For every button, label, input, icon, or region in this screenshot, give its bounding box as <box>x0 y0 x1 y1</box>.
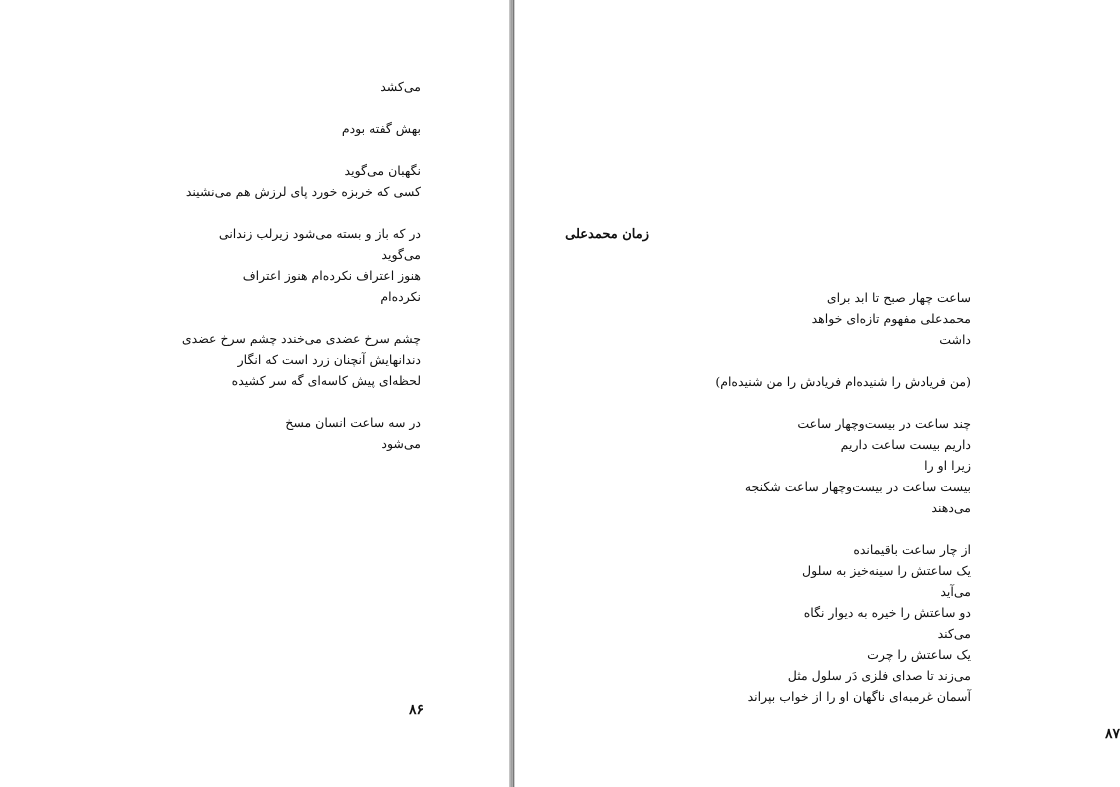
poem-line: بهش گفته بودم <box>341 121 421 136</box>
poem-line: می‌کند <box>937 626 971 641</box>
poem-line: نگهبان می‌گوید <box>344 163 421 178</box>
left-poem <box>182 76 421 475</box>
poem-line: زیرا او را <box>924 458 971 473</box>
poem-line: هنوز اعتراف نکرده‌ام هنوز اعتراف <box>242 268 421 283</box>
poem-line: نکرده‌ام <box>380 289 421 304</box>
poem-line: (من فریادش را شنیده‌ام فریادش را من شنیده‌ام) <box>715 374 971 389</box>
poem-line: می‌زند تا صدای فلزی دَر سلول مثل <box>787 668 971 683</box>
poem-line: کسی که خربزه خورد پای لرزش هم می‌نشیند <box>185 184 421 199</box>
poem-title: زمان محمدعلی <box>565 227 649 242</box>
poem-line: لحظه‌ای پیش کاسه‌ای گه سر کشیده <box>231 373 421 388</box>
poem-line: بیست ساعت در بیست‌وچهار ساعت شکنجه <box>744 479 971 494</box>
poem-line: چشم‌ سرخ عضدی می‌خندد چشم‌ سرخ عضدی <box>181 331 421 346</box>
stanza <box>715 371 971 392</box>
stanza <box>182 223 421 307</box>
poem-line: ساعت چهار صبح تا ابد برای <box>826 290 971 305</box>
poem-line: می‌آید <box>940 584 971 599</box>
page-number: ۸۷ <box>1105 726 1120 742</box>
poem-line: در که باز و بسته می‌شود زیرلب زندانی <box>218 226 421 241</box>
poem-line: می‌شود <box>381 436 421 451</box>
poem-line: دندانهایش آنچنان زرد است که انگار <box>237 352 421 367</box>
stanza <box>182 412 421 454</box>
poem-line: می‌کشد <box>380 79 421 94</box>
stanza <box>715 287 971 350</box>
right-page <box>515 0 1120 787</box>
poem-line: می‌دهند <box>931 500 971 515</box>
poem-line: داریم بیست ساعت داریم <box>840 437 971 452</box>
left-page <box>0 0 509 787</box>
stanza <box>182 160 421 202</box>
poem-line: یک ساعتش را چرت <box>867 647 971 662</box>
gutter-divider <box>513 0 514 787</box>
poem-line: یک ساعتش را سینه‌خیز به سلول <box>802 563 971 578</box>
poem-line: داشت <box>939 332 971 347</box>
poem-line: چند ساعت در بیست‌وچهار ساعت <box>797 416 971 431</box>
right-poem <box>715 287 971 728</box>
stanza <box>182 328 421 391</box>
stanza <box>715 413 971 518</box>
poem-line: آسمان غرمبه‌ای ناگهان او را از خواب بپراند <box>747 689 971 704</box>
poem-line: می‌گوید <box>381 247 421 262</box>
page-number: ۸۶ <box>409 702 425 718</box>
stanza <box>715 539 971 707</box>
poem-line: دو ساعتش را خیره به دیوار نگاه <box>803 605 971 620</box>
poem-line: محمدعلی مفهوم تازه‌ای خواهد <box>811 311 971 326</box>
stanza <box>182 118 421 139</box>
stanza <box>182 76 421 97</box>
poem-line: از چار ساعت باقیمانده <box>853 542 971 557</box>
poem-line: در سه ساعت انسان مسخ <box>285 415 421 430</box>
